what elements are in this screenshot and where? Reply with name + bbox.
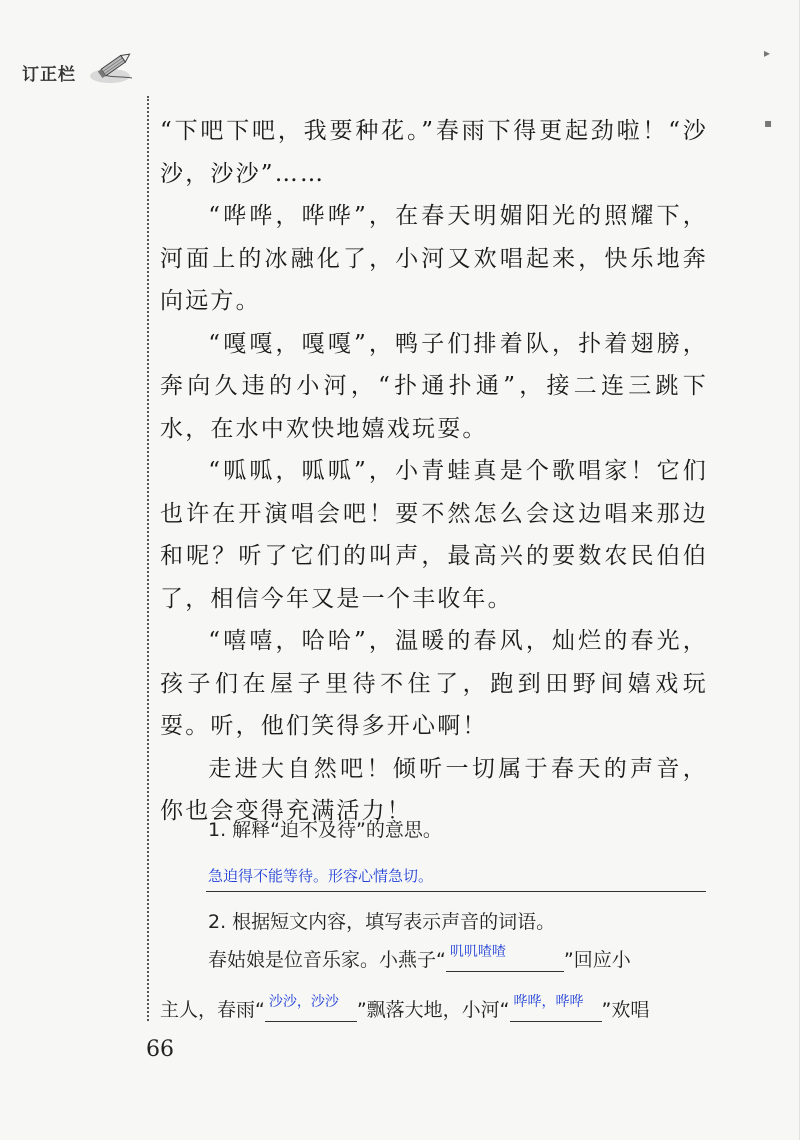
fill-in-line-1: [208, 945, 631, 972]
answer-underline: [206, 891, 706, 892]
fill-text: ”回应小: [563, 949, 631, 971]
fill-text: 主人，春雨“: [160, 999, 265, 1021]
fill-text: ”欢唱: [601, 999, 650, 1021]
margin-dotted-line: [147, 96, 149, 1021]
pencil-icon: [88, 52, 138, 86]
passage-paragraph: “呱呱，呱呱”，小青蛙真是个歌唱家！它们也许在开演唱会吧！要不然怎么会这边唱来那边和呢？听了它们的叫声，最高兴的要数农民伯伯了，相信今年又是一个丰收年。: [160, 458, 708, 612]
passage-paragraph: 走进大自然吧！倾听一切属于春天的声音，你也会变得充满活力！: [160, 755, 708, 824]
passage: [160, 110, 708, 833]
blank-2-answer: 沙沙，沙沙: [268, 994, 339, 1010]
blank-2[interactable]: [265, 995, 357, 1022]
passage-paragraph: “嘎嘎，嘎嘎”，鸭子们排着队，扑着翅膀，奔向久违的小河，“扑通扑通”，接二连三跳下水，在水中欢快地嬉戏玩耍。: [160, 330, 708, 442]
edge-mark: ▸: [764, 46, 771, 60]
fill-text: ”飘落大地，小河“: [356, 999, 510, 1021]
question-2: 2. 根据短文内容，填写表示声音的词语。: [208, 911, 556, 933]
passage-paragraph: “下吧下吧，我要种花。”春雨下得更起劲啦！“沙沙，沙沙”……: [160, 118, 708, 187]
fill-text: 春姑娘是位音乐家。小燕子“: [208, 949, 446, 971]
question-1-answer[interactable]: 急迫得不能等待。形容心情急切。: [208, 867, 434, 885]
blank-1[interactable]: [446, 945, 564, 972]
question-1: 1. 解释“迫不及待”的意思。: [208, 819, 442, 841]
blank-1-answer: 叽叽喳喳: [449, 944, 506, 960]
passage-paragraph: “哗哗，哗哗”，在春天明媚阳光的照耀下，河面上的冰融化了，小河又欢唱起来，快乐地奔向远方。: [160, 203, 708, 314]
page-number: 66: [146, 1037, 174, 1062]
edge-mark: ▪: [764, 116, 773, 130]
correction-column-label: 订正栏: [22, 65, 76, 85]
blank-3-answer: 哗哗，哗哗: [513, 994, 584, 1010]
fill-in-line-2: [160, 995, 649, 1022]
blank-3[interactable]: [510, 995, 602, 1022]
passage-paragraph: “嘻嘻，哈哈”，温暖的春风，灿烂的春光，孩子们在屋子里待不住了，跑到田野间嬉戏玩耍。听，他们笑得多开心啊！: [160, 628, 708, 739]
